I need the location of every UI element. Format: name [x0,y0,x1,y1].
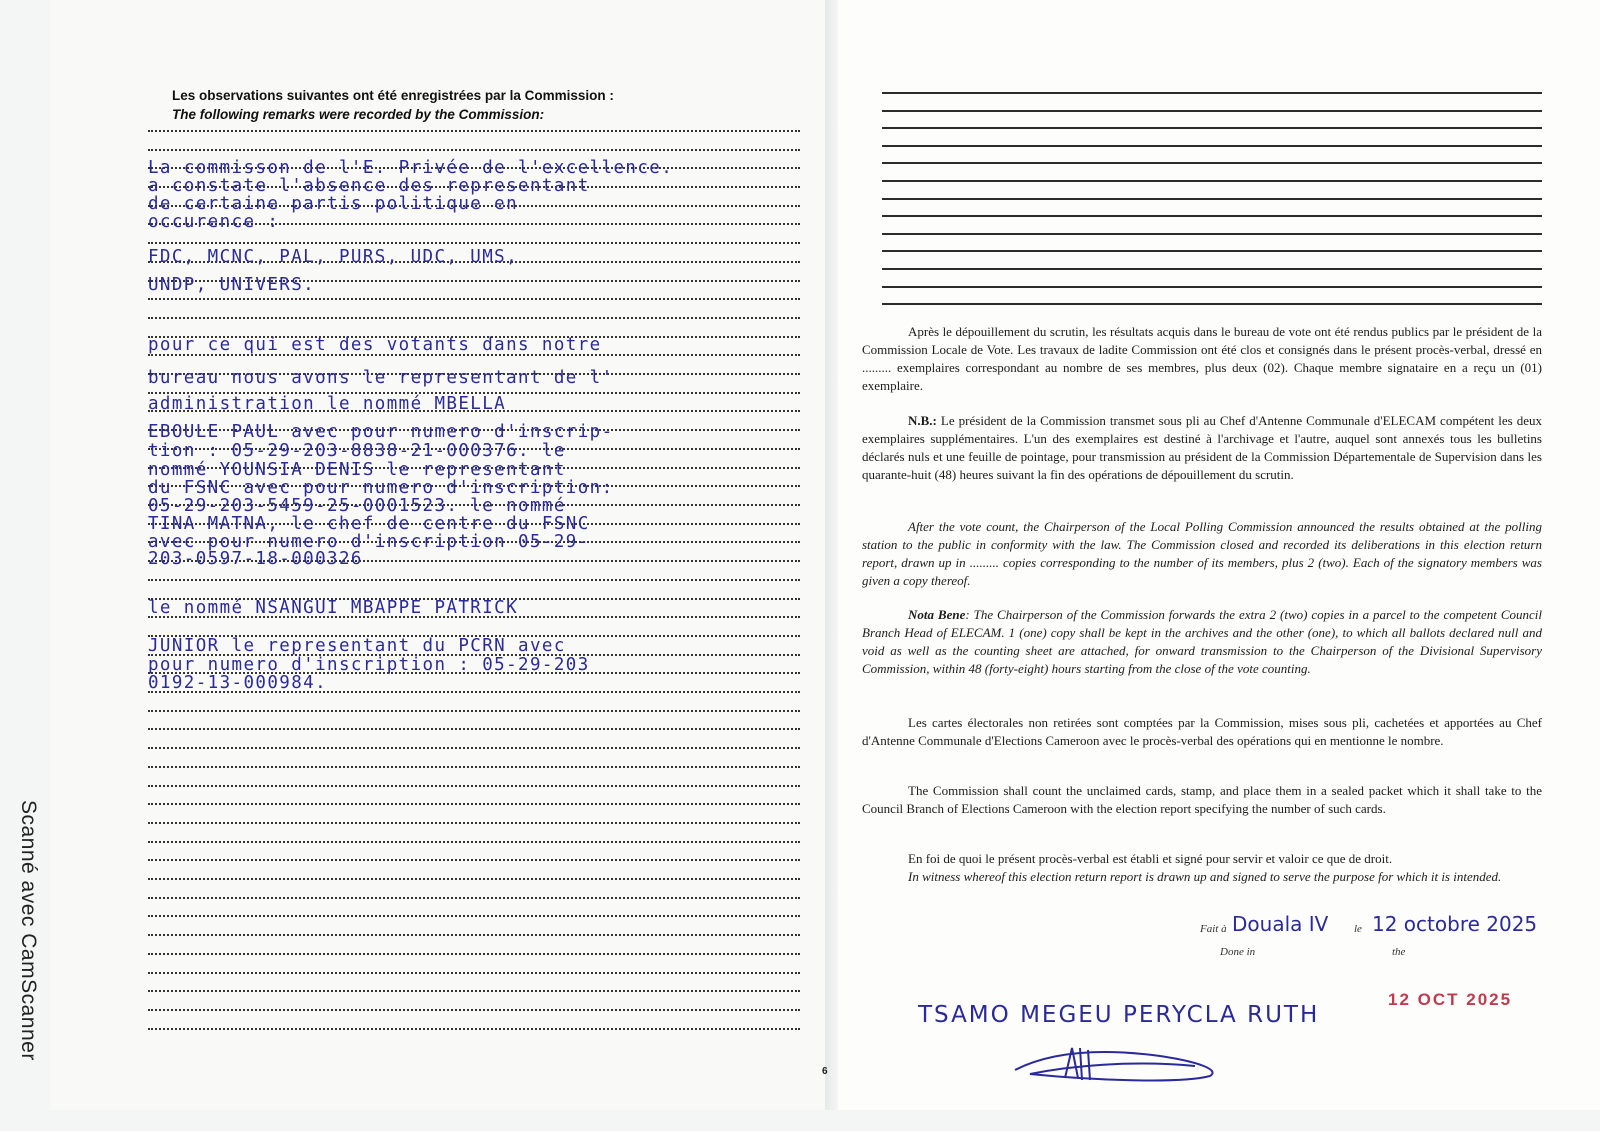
handwritten-line: La commisson de l'E. Privée de l'excellence. [148,158,674,178]
handwritten-line: occurence : [148,212,280,232]
handwritten-line: 05-29-203-5459-25-0001523. le nommé [148,496,566,516]
handwritten-line: de certaine partis politique en [148,194,519,214]
paragraph-unclaimed [862,782,1542,818]
paragraph-cartes [862,714,1542,750]
place-handwritten: Douala IV [1232,912,1329,936]
handwritten-line: a constate l'absence des representant [148,176,590,196]
handwritten-line: avec pour numero d'inscription 05-29- [148,532,590,552]
paragraph-nb [862,412,1542,484]
ruled-line [882,110,1542,112]
paragraph-lead: N.B.: [908,413,937,428]
page-number: 6 [822,1066,828,1077]
dotted-line [148,766,800,768]
ruled-line [882,286,1542,288]
ruled-line [882,198,1542,200]
handwritten-line: 0192-13-000984. [148,673,328,693]
dotted-line [148,747,800,749]
ruled-line [882,127,1542,129]
dotted-line [148,972,800,974]
paragraph-notabene [862,606,1542,678]
dotted-line [148,1028,800,1030]
paragraph-enfoi [862,850,1542,868]
dotted-line [148,149,800,151]
handwritten-line: pour ce qui est des votants dans notre [148,335,602,355]
signature-scribble [1010,1040,1230,1085]
handwritten-line: tion : 05-29-203-8838-21-000376. le [148,441,566,461]
ruled-line [882,162,1542,164]
signatory-name: TSAMO MEGEU PERYCLA RUTH [918,1002,1320,1028]
handwritten-line: le nommé NSANGUI MBAPPE PATRICK [148,598,519,618]
dotted-line [148,915,800,917]
le-label: le [1354,923,1362,935]
ruled-line [882,268,1542,270]
the-label: the [1392,946,1406,958]
handwritten-line: FDC, MCNC, PAL, PURS, UDC, UMS, [148,247,519,267]
paragraph-text: En foi de quoi le présent procès-verbal est établi et signé pour servir et valoir ce que de droit. [908,851,1393,866]
handwritten-line: du FSNC avec pour numero d'inscription: [148,478,614,498]
dotted-line [148,859,800,861]
handwritten-line: pour numero d'inscription : 05-29-203 [148,655,590,675]
dotted-line [148,298,800,300]
paragraph-text: In witness whereof this election return report is drawn up and signed to serve the purpose for which it is intended. [908,869,1502,884]
observations-heading [172,86,614,124]
handwritten-line: EBOULE PAUL avec pour numero d'inscrip- [148,422,614,442]
dotted-line [148,934,800,936]
fait-a-label: Fait à [1200,923,1227,935]
dotted-line [148,242,800,244]
handwritten-line: nommé YOUNSIA DENIS le representant [148,460,566,480]
ruled-line [882,250,1542,252]
handwritten-line: administration le nommé MBELLA [148,394,507,414]
paragraph-text: : The Chairperson of the Commission forwards the extra 2 (two) copies in a parcel to the competent Council Branch Head of ELECAM. 1 (one) copy shall be kept in the archives and the other (one), to which all ballots declared null and void as well as the counting sheet are attached, for onward transmission to the Chairperson of the Divisional Supervisory Commission, within 48 (forty-eight) hours starting from the close of the vote counting. [862,607,1542,676]
paragraph-text: Le président de la Commission transmet sous pli au Chef d'Antenne Communale d'ELECAM compétent les deux exemplaires supplémentaires. L'un des exemplaires est destiné à l'archivage et l'autre, auquel sont annexés tous les bulletins déclarés nuls et une feuille de pointage, pour transmission au président de la Commission Départementale de Supervision dans les quarante-huit (48) heures suivant la fin des opérations de dépouillement du scrutin. [862,413,1542,482]
dotted-line [148,728,800,730]
dotted-line [148,710,800,712]
page-gutter [825,0,838,1110]
dotted-line [148,953,800,955]
paragraph-text: Après le dépouillement du scrutin, les résultats acquis dans le bureau de vote ont été rendus publics par le président de la Commission Locale de Vote. Les travaux de ladite Commission ont été clos et consignés dans le présent procès-verbal, dressé en ......... exemplaires correspondant au nombre de ses membres, plus deux (02). Chaque membre signataire en a reçu un (01) exemplaire. [862,324,1542,393]
dotted-line [148,841,800,843]
paragraph-apres [862,323,1542,395]
paragraph-lead: Nota Bene [908,607,966,622]
dotted-line [148,579,800,581]
paragraph-text: After the vote count, the Chairperson of the Local Polling Commission announced the results obtained at the polling station to the public in conformity with the law. The Commission closed and recorded its deliberations in this election return report, drawn up in ......... copies corresponding to the number of its members, plus 2 (two). Each of the signatory members was given a copy thereof. [862,519,1542,588]
handwritten-line: bureau nous avons le representant de l' [148,368,614,388]
paragraph-witness [862,868,1542,886]
ruled-line [882,180,1542,182]
dotted-line [148,803,800,805]
ruled-line [882,303,1542,305]
dotted-line [148,897,800,899]
ruled-line [882,92,1542,94]
paragraph-after [862,518,1542,590]
dotted-line [148,878,800,880]
observations-heading-fr: Les observations suivantes ont été enregistrées par la Commission : [172,88,614,103]
dotted-line [148,1009,800,1011]
dotted-line [148,785,800,787]
handwritten-line: TINA MATNA, le chef de centre du FSNC [148,514,590,534]
paragraph-text: The Commission shall count the unclaimed cards, stamp, and place them in a sealed packet which it shall take to the Council Branch of Elections Cameroon with the election report specifying the number of such cards. [862,783,1542,816]
done-in-label: Done in [1220,946,1256,958]
handwritten-line: UNDP, UNIVERS. [148,275,316,295]
camscanner-watermark: Scanné avec CamScanner [17,800,40,1061]
date-handwritten: 12 octobre 2025 [1372,912,1538,936]
ruled-line [882,233,1542,235]
dotted-line [148,130,800,132]
dotted-line [148,317,800,319]
handwritten-line: 203-0597-18-000326 [148,549,363,569]
handwritten-line: JUNIOR le representant du PCRN avec [148,636,566,656]
dotted-line [148,990,800,992]
observations-heading-en: The following remarks were recorded by the Commission: [172,107,545,122]
paragraph-text: Les cartes électorales non retirées sont comptées par la Commission, mises sous pli, cachetées et apportées au Chef d'Antenne Communale d'Elections Cameroon avec le procès-verbal des opérations qui en mentionne le nombre. [862,715,1542,748]
ruled-line [882,145,1542,147]
ruled-line [882,215,1542,217]
dotted-line [148,822,800,824]
date-stamp: 12 OCT 2025 [1388,990,1513,1009]
